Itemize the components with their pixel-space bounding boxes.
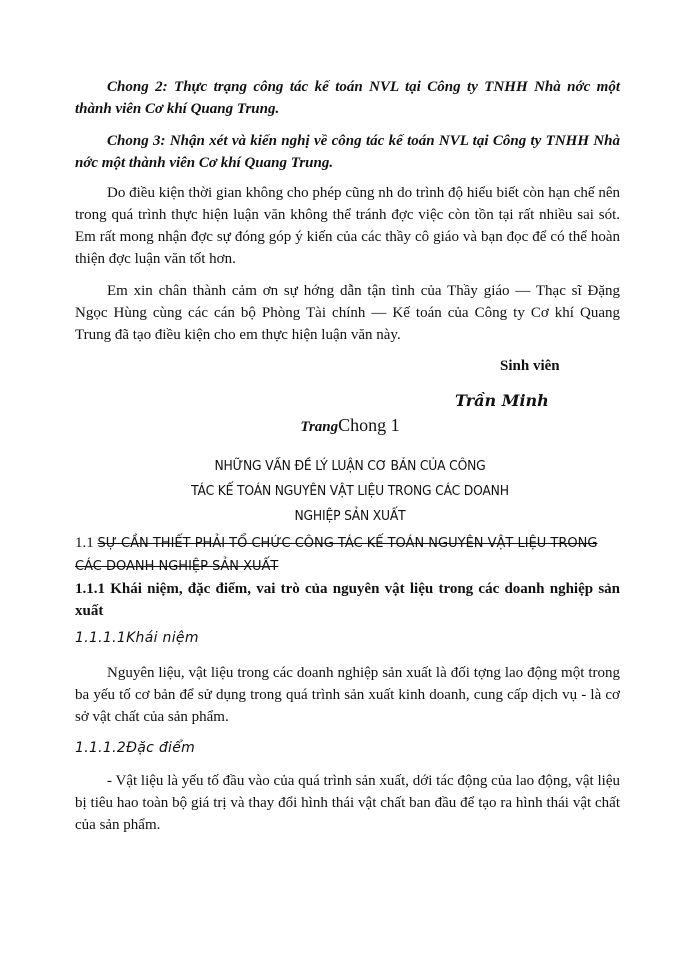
chapter-title (113, 454, 588, 529)
section-1-1-number: 1.1 (75, 535, 94, 551)
chapter-title-line1: NHỮNG VẤN ĐỀ LÝ LUẬN CƠ BẢN CỦA CÔNG (214, 459, 486, 474)
signature-name: Trần Minh (455, 391, 549, 410)
chapter-title-line2: TÁC KẾ TOÁN NGUYÊN VẬT LIỆU TRONG CÁC DOANH (191, 484, 509, 499)
section-1-1-title: SỰ CẦN THIẾT PHẢI TỔ CHỨC CÔNG TÁC KẾ TOÁN NGUYÊN VẬT LIỆU TRONG CÁC DOANH NGHIỆP SẢN XUẤT (75, 536, 598, 574)
chapter2-summary: Chong 2: Thực trạng công tác kế toán NVL tại Công ty TNHH Nhà nớc một thành viên Cơ khí Quang Trung. (75, 79, 620, 117)
section-1-1-1-2-body: - Vật liệu là yếu tố đầu vào của quá trình sản xuất, dới tác động của lao động, vật liệu bị tiêu hao toàn bộ giá trị và thay đổi hình thái vật chất ban đầu để tạo ra hình thái vật chất của sản phẩm. (75, 773, 620, 833)
section-1-1-1-1-heading: 1.1.1.1Khái niệm (75, 630, 199, 646)
signature-role: Sinh viên (500, 358, 560, 374)
section-1-1-1-heading: 1.1.1 Khái niệm, đặc điểm, vai trò của nguyên vật liệu trong các doanh nghiệp sản xuất (75, 581, 620, 619)
limitations-paragraph: Do điều kiện thời gian không cho phép cũng nh do trình độ hiểu biết còn hạn chế nên trong quá trình thực hiện luận văn không thể tránh đợc việc còn tồn tại rất nhiều sai sót. Em rất mong nhận đợc sự đóng góp ý kiến của các thầy cô giáo và bạn đọc để có thể hoàn thiện đợc luận văn tốt hơn. (75, 185, 620, 267)
chapter-prefix: Trang (300, 419, 339, 435)
section-1-1-1-1-body: Nguyên liệu, vật liệu trong các doanh nghiệp sản xuất là đối tợng lao động một trong ba yếu tố cơ bản để sử dụng trong quá trình sản xuất kinh doanh, cung cấp dịch vụ - là cơ sở vật chất của sản phẩm. (75, 665, 620, 725)
chapter-title-line3: NGHIỆP SẢN XUẤT (294, 509, 406, 524)
chapter3-summary: Chong 3: Nhận xét và kiến nghị về công tác kế toán NVL tại Công ty TNHH Nhà nớc một thành viên Cơ khí Quang Trung. (75, 133, 620, 171)
chapter-heading (0, 415, 700, 436)
section-1-1-heading (75, 532, 620, 578)
thanks-paragraph: Em xin chân thành cảm ơn sự hớng dẫn tận tình của Thầy giáo — Thạc sĩ Đặng Ngọc Hùng cùng các cán bộ Phòng Tài chính — Kế toán của Công ty Cơ khí Quang Trung đã tạo điều kiện cho em thực hiện luận văn này. (75, 283, 620, 343)
section-1-1-1-2-heading: 1.1.1.2Đặc điểm (75, 740, 196, 756)
chapter-label: Chong 1 (338, 415, 400, 435)
